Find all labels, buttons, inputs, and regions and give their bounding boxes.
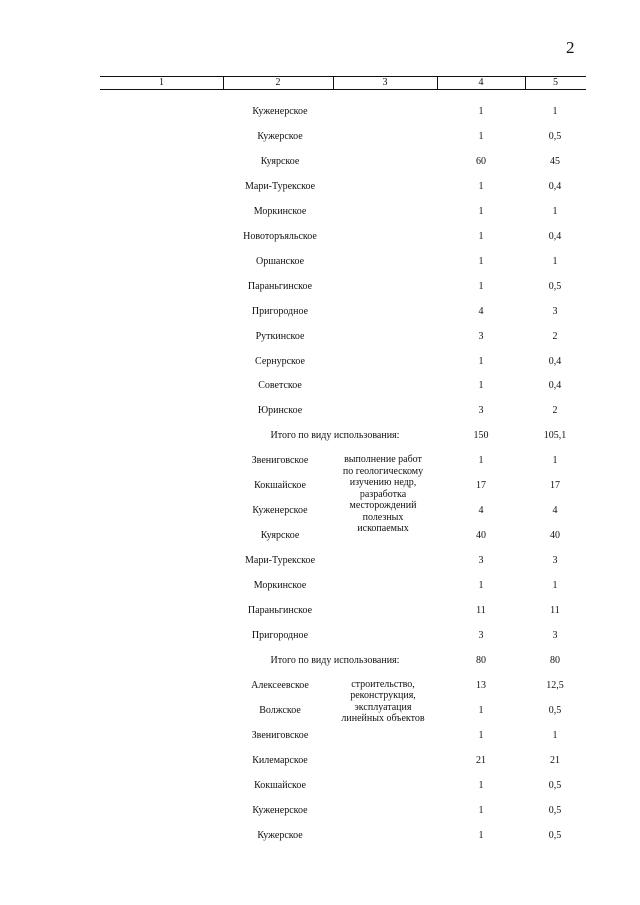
table-row-col5: 3 [552,629,558,641]
table-row-name: Кокшайское [254,480,306,492]
table-row-name: Моркинское [253,205,307,217]
section-total-col5: 105,1 [543,430,567,442]
table-row-col5: 0,4 [548,180,562,192]
table-row-col4: 1 [478,280,484,292]
table-row-col5: 0,5 [548,280,562,292]
table-row-col5: 11 [550,605,560,616]
table-row-col5: 0,5 [548,829,562,841]
table-row-col4: 3 [478,555,484,567]
table-row-col4: 3 [478,629,484,641]
table-row-name: Параньгинское [247,280,313,292]
table-row-col5: 0,4 [548,230,562,242]
table-row-col5: 40 [550,530,560,542]
table-row-name: Пригородное [251,629,309,641]
table-row-col5: 0,5 [548,130,562,142]
table-row-col5: 17 [550,480,560,492]
table-row-col4: 1 [478,230,484,242]
table-row-col4: 40 [476,530,486,542]
table-row-name: Мари-Турекское [244,555,316,567]
section-total-label: Итого по виду использования: [270,430,400,442]
table-row-name: Оршанское [255,255,305,267]
table-row-col4: 1 [478,804,484,816]
table-row-name: Сернурское [255,355,305,367]
table-row-col5: 1 [552,729,558,741]
table-row-col4: 1 [478,455,484,467]
table-row-name: Алексеевское [251,679,309,691]
table-row-col5: 4 [552,505,558,517]
table-row-col5: 0,4 [548,380,562,392]
section-total-col5: 80 [550,654,560,666]
column-header-4: 4 [478,77,484,88]
table-row-col5: 45 [550,155,560,167]
table-row-col4: 1 [478,130,484,142]
table-row-col5: 2 [552,405,558,417]
table-row-col5: 0,5 [548,804,562,816]
table-row-name: Юринское [257,405,303,417]
table-row-col4: 4 [478,505,484,517]
table-row-name: Куярское [260,155,300,167]
table-row-col4: 1 [478,704,484,716]
table-row-col5: 1 [552,455,558,467]
table-row-col4: 1 [478,205,484,217]
section-total-col4: 150 [473,430,489,442]
table-row-name: Кужерское [257,130,303,142]
table-row-name: Руткинское [255,330,305,342]
table-row-name: Куярское [260,530,300,542]
table-row-col5: 0,5 [548,704,562,716]
table-row-col4: 1 [478,355,484,367]
table-row-col4: 60 [476,155,486,167]
table-row-name: Мари-Турекское [244,180,316,192]
table-row-name: Звениговское [251,729,309,741]
table-row-col5: 3 [552,305,558,317]
table-row-col4: 1 [478,380,484,392]
table-row-name: Килемарское [252,754,308,766]
table-row-name: Волжское [259,704,301,716]
page-number: 2 [566,38,575,57]
column-header-1: 1 [159,77,164,88]
table-row-col4: 11 [476,605,486,616]
table-row-name: Советское [258,380,302,392]
table-row-name: Параньгинское [247,605,313,616]
table-row-name: Куженерское [252,106,308,117]
table-row-name: Звениговское [251,455,309,467]
column-header-5: 5 [553,77,558,88]
table-row-col5: 2 [552,330,558,342]
section-total-label: Итого по виду использования: [270,654,400,666]
table-row-col5: 21 [550,754,560,766]
table-row-col5: 1 [552,106,558,117]
table-row-col4: 1 [478,829,484,841]
table-row-name: Новоторъяльское [243,230,317,242]
table-row-col4: 3 [478,405,484,417]
table-row-col5: 1 [552,580,558,592]
table-row-col4: 3 [478,330,484,342]
table-row-col4: 4 [478,305,484,317]
table-row-col4: 1 [478,106,484,117]
table-row-col5: 0,5 [548,779,562,791]
table-row-name: Кужерское [257,829,303,841]
column-header-3: 3 [382,77,388,88]
table-row-col4: 1 [478,779,484,791]
header-bottom-rule [100,89,586,90]
table-row-name: Куженерское [252,804,308,816]
table-row-col5: 1 [552,255,558,267]
table-row-name: Куженерское [252,505,308,517]
table-row-col5: 12,5 [546,679,564,691]
table-row-col4: 1 [478,180,484,192]
table-row-name: Моркинское [253,580,307,592]
table-row-col4: 1 [478,729,484,741]
column-header-2: 2 [275,77,281,88]
table-row-name: Пригородное [251,305,309,317]
table-row-col4: 17 [476,480,486,492]
purpose-text: строительство, реконструкция, эксплуатация линейных объектов [341,678,425,725]
table-row-col4: 21 [476,754,486,766]
table-row-col4: 1 [478,255,484,267]
table-row-col5: 1 [552,205,558,217]
table-row-col4: 13 [476,679,486,691]
table-row-col5: 0,4 [548,355,562,367]
table-row-col5: 3 [552,555,558,567]
table-row-col4: 1 [478,580,484,592]
section-total-col4: 80 [476,654,486,666]
table-row-name: Кокшайское [254,779,306,791]
purpose-text: выполнение работ по геологическому изучению недр, разработка месторождений полезных ископаемых [342,454,424,535]
